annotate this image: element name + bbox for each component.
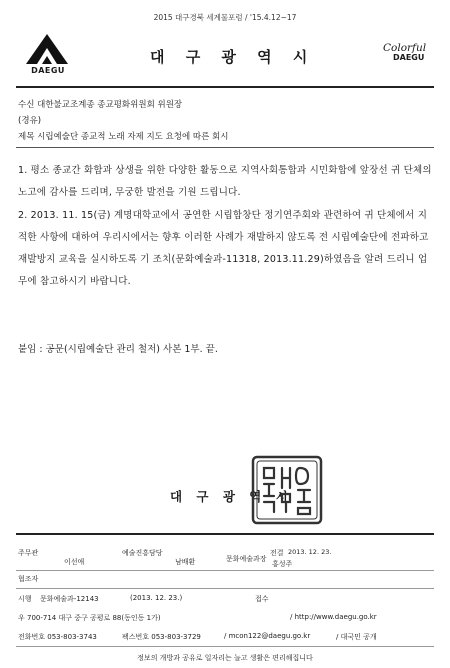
fax-number: 팩스번호 053-803-3729 bbox=[122, 633, 201, 641]
header-divider bbox=[16, 86, 434, 88]
body-paragraph-1 bbox=[18, 160, 436, 204]
subject-line: 제목 시립예술단 종교적 노래 자제 지도 요청에 따른 회시 bbox=[18, 132, 229, 142]
attachment-line: 붙임 : 공문(시립예술단 관리 철저) 사본 1부. 끝. bbox=[18, 344, 218, 355]
phone-number: 전화번호 053-803-3743 bbox=[18, 633, 97, 641]
logo-wordmark: DAEGU bbox=[31, 66, 65, 75]
mountain-logo-icon bbox=[24, 32, 70, 66]
approval-divider bbox=[16, 570, 434, 571]
address-line: 우 700-714 대구 중구 공평로 88(동인동 1가) bbox=[18, 614, 161, 622]
disclosure-status: / 대국민 공개 bbox=[336, 633, 377, 641]
daegu-logo bbox=[20, 32, 80, 78]
drafter-label: 주무관 bbox=[18, 549, 39, 557]
footer-divider bbox=[16, 533, 434, 535]
reviewer-name: 남배환 bbox=[175, 558, 196, 566]
seal-stamp-icon bbox=[250, 454, 324, 526]
logo-text-daegu: DAEGU bbox=[393, 53, 425, 62]
enforce-doc-number: 문화예술과-12143 bbox=[40, 595, 99, 603]
official-seal bbox=[250, 454, 324, 526]
enforce-label: 시행 bbox=[18, 595, 32, 603]
subject-divider bbox=[16, 147, 434, 148]
drafter-name: 이선애 bbox=[64, 558, 85, 566]
approver-name: 홍성주 bbox=[272, 560, 293, 568]
logo-text-colorful: Colorful bbox=[383, 42, 427, 54]
cooperator-label: 협조자 bbox=[18, 575, 39, 583]
approver-date: 2013. 12. 23. bbox=[288, 548, 332, 556]
website-link[interactable]: / http://www.daegu.go.kr bbox=[290, 613, 377, 621]
reviewer-label: 예술진흥담당 bbox=[122, 549, 163, 557]
paragraph-text: 2. 2013. 11. 15(금) 계명대학교에서 공연한 시립합창단 정기연주회와 관련하여 귀 단체에서 지적한 사항에 대하여 우리시에서는 향후 이러한 사례가 재발하지 않도록 전 시립예술단에 전파하고 재발방지 교육을 실시하도록 기 조치(문화예술과-11318, 2013.11.29)하였음을 알려 드리니 업무에 참고하시기 바랍니다. bbox=[18, 210, 429, 287]
slogan-divider bbox=[16, 646, 434, 647]
page-title: 대 구 광 역 시 bbox=[150, 48, 316, 66]
cooperator-divider bbox=[16, 588, 434, 589]
recipient-line: 수신 대한불교조계종 종교평화위원회 위원장 bbox=[18, 100, 183, 110]
via-line: (경유) bbox=[18, 116, 42, 126]
email-link[interactable]: / mcon122@daegu.go.kr bbox=[224, 632, 311, 640]
approver-prefix: 전결 bbox=[270, 549, 284, 557]
colorful-daegu-logo bbox=[383, 42, 433, 62]
issuer-name: 대 구 광 역 시 bbox=[170, 489, 293, 504]
receipt-label: 접수 bbox=[255, 595, 269, 603]
footer-slogan: 정보의 개방과 공유로 일자리는 늘고 생활은 편리해집니다 bbox=[137, 654, 313, 662]
enforce-date: (2013. 12. 23.) bbox=[130, 594, 183, 602]
paragraph-text: 1. 평소 종교간 화합과 상생을 위한 다양한 활동으로 지역사회통합과 시민화합에 앞장선 귀 단체의 노고에 감사를 드리며, 무궁한 발전을 기원 드립니다. bbox=[18, 165, 432, 198]
event-banner: 2015 대구경북 세계물포럼 / '15.4.12~17 bbox=[153, 13, 297, 22]
body-paragraph-2 bbox=[18, 205, 436, 293]
approver-label: 문화예술과장 bbox=[226, 555, 267, 563]
